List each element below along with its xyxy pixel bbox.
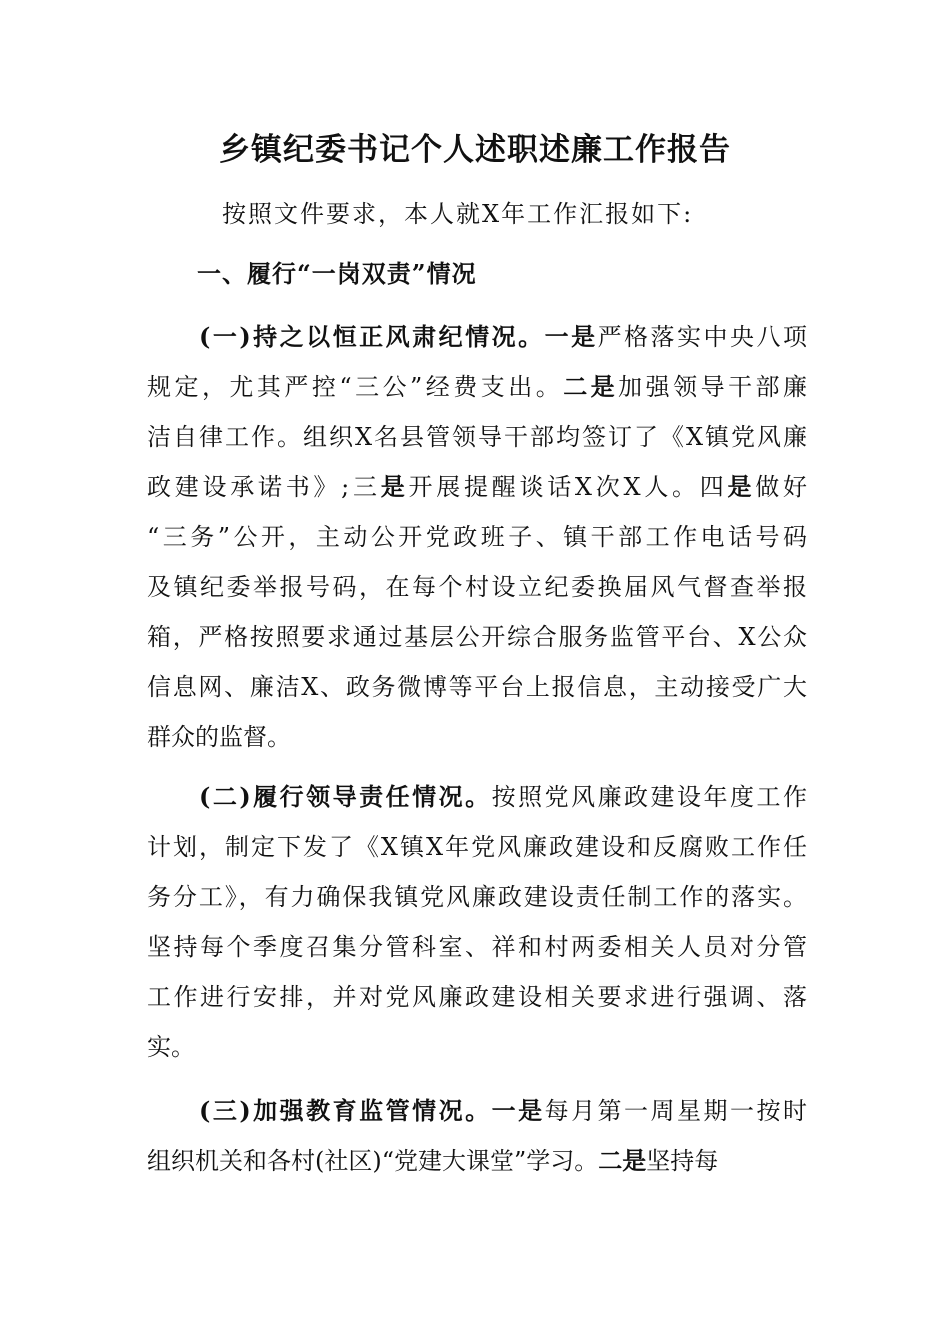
text-run: 规定，尤其严控“三公”经费支出。 (147, 373, 564, 401)
text-run: 计划，制定下发了《X镇X年党风廉政建设和反腐败工作任 (147, 833, 807, 861)
text-run: 每月第一周星期一按时 (544, 1097, 807, 1125)
text-run: 及镇纪委举报号码，在每个村设立纪委换届风气督查举报 (147, 573, 807, 601)
text-run: 实。 (147, 1033, 195, 1061)
document-title: 乡镇纪委书记个人述职述廉工作报告 (219, 132, 731, 168)
text-run: 信息网、廉洁X、政务微博等平台上报信息，主动接受广大 (147, 673, 807, 701)
text-run: 做好 (755, 473, 808, 501)
paragraph-line (147, 462, 807, 512)
text-run: 组织机关和各村(社区)“党建大课堂”学习。 (147, 1147, 599, 1175)
text-run: 洁自律工作。组织X名县管领导干部均签订了《X镇党风廉 (147, 423, 807, 451)
text-run: 坚持每个季度召集分管科室、祥和村两委相关人员对分管 (147, 933, 807, 961)
text-run: 箱，严格按照要求通过基层公开综合服务监管平台、X公众 (147, 623, 807, 651)
paragraph-line (147, 822, 807, 872)
paragraph-line (147, 1136, 807, 1186)
section-heading-1: 一、履行“一岗双责”情况 (197, 259, 477, 288)
bold-text-run: (三)加强教育监管情况。一是 (199, 1096, 545, 1125)
paragraph-line (147, 562, 807, 612)
bold-text-run: 二是 (563, 372, 619, 401)
text-run: 开展提醒谈话X次X人。四 (408, 473, 728, 501)
bold-text-run: (一)持之以恒正风肃纪情况。一是 (199, 322, 598, 351)
paragraph-line (147, 512, 807, 562)
paragraph-2 (147, 772, 807, 1072)
intro-paragraph: 按照文件要求，本人就X年工作汇报如下: (222, 200, 694, 228)
paragraph-1 (147, 312, 807, 762)
bold-text-run: (二)履行领导责任情况。 (199, 782, 492, 811)
paragraph-line (147, 662, 807, 712)
text-run: 严格落实中央八项 (597, 323, 807, 351)
text-run: 工作进行安排，并对党风廉政建设相关要求进行强调、落 (147, 983, 807, 1011)
text-run: 群众的监督。 (147, 723, 291, 751)
text-run: 坚持每 (646, 1147, 719, 1175)
paragraph-line (147, 1086, 807, 1136)
paragraph-line (147, 362, 807, 412)
text-run: 按照党风廉政建设年度工作 (491, 783, 808, 811)
paragraph-line (147, 1022, 807, 1072)
paragraph-line (147, 772, 807, 822)
paragraph-line (147, 612, 807, 662)
paragraph-3 (147, 1086, 807, 1186)
bold-text-run: 二是 (598, 1146, 647, 1175)
text-run: 加强领导干部廉 (618, 373, 808, 401)
text-run: “三务”公开，主动公开党政班子、镇干部工作电话号码 (147, 523, 807, 551)
bold-text-run: 是 (727, 472, 756, 501)
paragraph-line (147, 872, 807, 922)
paragraph-line (147, 972, 807, 1022)
paragraph-line (147, 312, 807, 362)
paragraph-line (147, 922, 807, 972)
paragraph-line (147, 412, 807, 462)
text-run: 务分工》，有力确保我镇党风廉政建设责任制工作的落实。 (147, 883, 807, 911)
text-run: 政建设承诺书》;三 (147, 473, 381, 501)
bold-text-run: 是 (380, 472, 409, 501)
paragraph-line (147, 712, 807, 762)
